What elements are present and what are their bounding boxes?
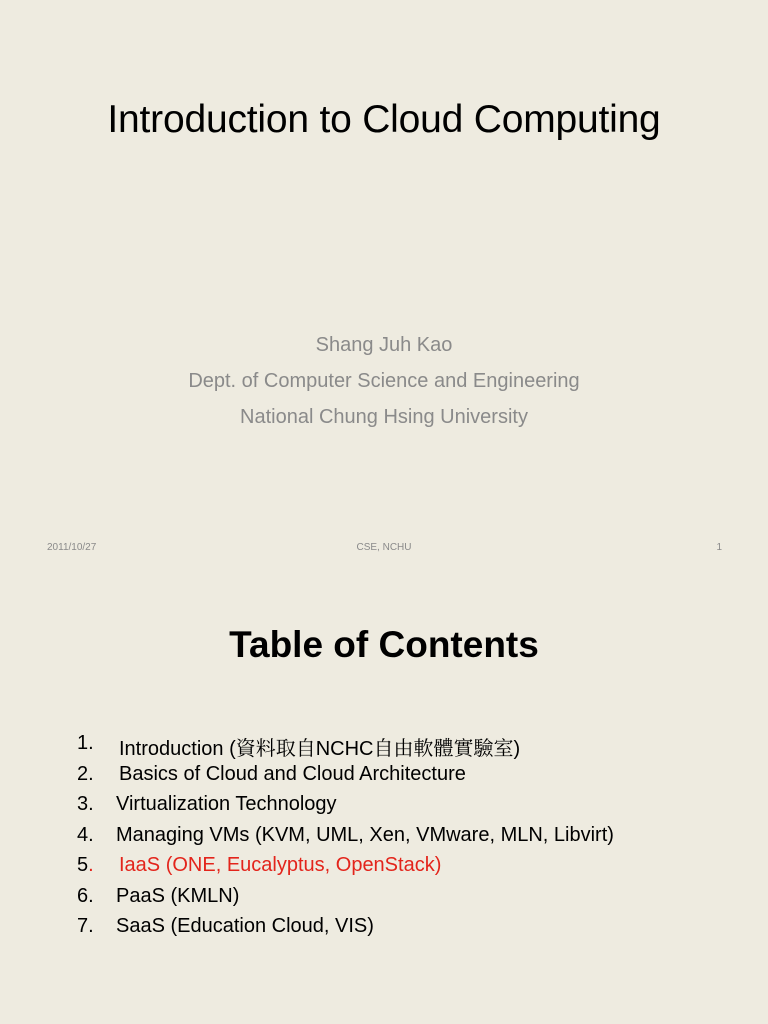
toc-item	[77, 915, 747, 946]
toc-item-digit: 5	[77, 854, 89, 876]
toc-item	[77, 763, 747, 794]
toc-item-text: Basics of Cloud and Cloud Architecture	[119, 762, 466, 785]
toc-slide	[0, 576, 768, 1024]
toc-item-number: 7.	[77, 915, 94, 937]
toc-item-text: PaaS (KMLN)	[116, 884, 240, 907]
footer-date: 2011/10/27	[47, 542, 97, 553]
toc-item	[77, 824, 747, 855]
footer-center: CSE, NCHU	[356, 542, 412, 553]
university-name: National Chung Hsing University	[240, 406, 528, 428]
department-name: Dept. of Computer Science and Engineering	[188, 370, 580, 392]
toc-item-number: 3.	[77, 793, 94, 815]
toc-item-text: Introduction (資料取自NCHC自由軟體實驗室)	[119, 738, 521, 760]
toc-item-text: IaaS (ONE, Eucalyptus, OpenStack)	[119, 854, 442, 876]
toc-item-number	[77, 854, 94, 877]
toc-item-text: Virtualization Technology	[116, 793, 337, 815]
toc-item-highlighted	[77, 854, 747, 885]
toc-item-text: Managing VMs (KVM, UML, Xen, VMware, MLN, Libvirt)	[116, 823, 614, 846]
toc-item-number: 1.	[77, 732, 94, 754]
toc-title: Table of Contents	[229, 624, 539, 665]
footer-page-number: 1	[716, 542, 722, 553]
toc-item	[77, 793, 747, 824]
toc-item-text: SaaS (Education Cloud, VIS)	[116, 915, 374, 937]
toc-item	[77, 732, 747, 763]
toc-item-number: 4.	[77, 823, 94, 846]
toc-item-number: 2.	[77, 762, 94, 785]
toc-list	[77, 732, 747, 946]
toc-item	[77, 885, 747, 916]
toc-item-dot: .	[88, 854, 94, 876]
slide-title: Introduction to Cloud Computing	[107, 98, 661, 141]
author-name: Shang Juh Kao	[315, 334, 453, 356]
toc-item-number: 6.	[77, 884, 94, 907]
